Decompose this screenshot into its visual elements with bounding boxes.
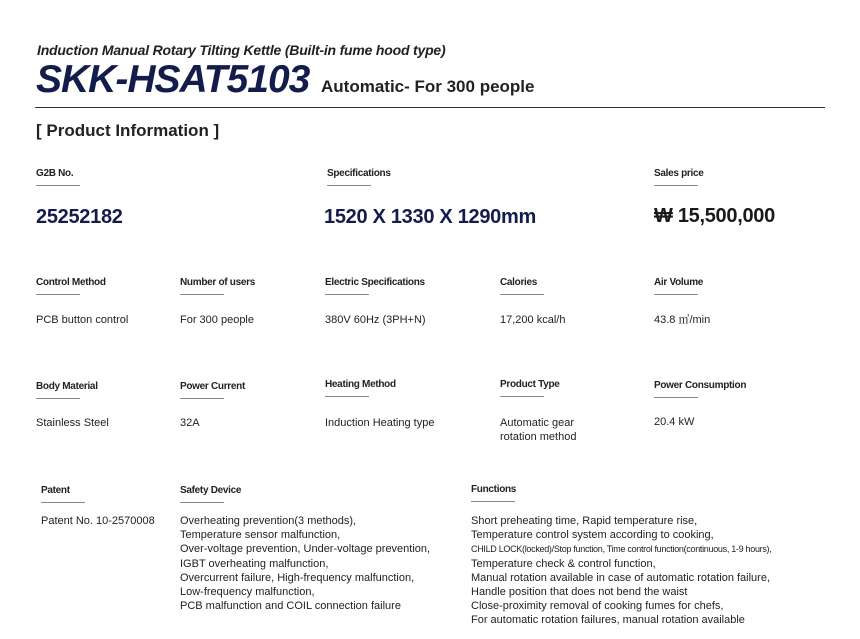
list-item: Manual rotation available in case of automatic rotation failure, [471, 571, 771, 584]
control-method-underline [36, 294, 80, 295]
patent-underline [41, 502, 85, 503]
list-item: Temperature control system according to cooking, [471, 529, 714, 542]
product-type-value-line2: rotation method [500, 431, 577, 443]
control-method-label: Control Method [36, 277, 106, 288]
calories-underline [500, 294, 544, 295]
power-current-label: Power Current [180, 381, 246, 392]
list-item: Overheating prevention(3 methods), [180, 515, 357, 527]
air-volume-underline [654, 294, 698, 295]
list-item: For automatic rotation failures, manual rotation available [471, 614, 745, 627]
list-item: Close-proximity removal of cooking fumes for chefs, [471, 600, 724, 613]
functions-underline [471, 501, 515, 502]
sales-price-underline [654, 185, 698, 186]
heating-method-underline [325, 396, 369, 397]
air-volume-label: Air Volume [654, 277, 704, 288]
number-of-users-label: Number of users [180, 277, 255, 288]
body-material-value: Stainless Steel [36, 417, 109, 429]
heating-method-value: Induction Heating type [325, 417, 435, 429]
power-current-underline [180, 398, 224, 399]
list-item: Temperature check & control function, [471, 557, 656, 570]
sales-price-value: ₩ 15,500,000 [654, 205, 775, 227]
calories-value: 17,200 kcal/h [500, 314, 566, 326]
specifications-label: Specifications [327, 168, 391, 179]
list-item: Low-frequency malfunction, [180, 586, 315, 599]
g2b-underline [36, 185, 80, 186]
functions-list [471, 514, 771, 628]
control-method-value: PCB button control [36, 314, 129, 326]
power-current-value: 32A [180, 417, 200, 429]
product-type-label: Product Type [500, 379, 560, 390]
sales-price-label: Sales price [654, 168, 704, 179]
safety-device-list [180, 514, 430, 613]
electric-specifications-value: 380V 60Hz (3PH+N) [325, 314, 426, 326]
specifications-value: 1520 X 1330 X 1290mm [324, 206, 536, 228]
list-item: Overcurrent failure, High-frequency malfunction, [180, 571, 415, 584]
list-item: PCB malfunction and COIL connection failure [180, 600, 401, 613]
product-subtitle: Induction Manual Rotary Tilting Kettle (Built-in fume hood type) [37, 42, 446, 58]
air-volume-value: 43.8 ㎥/min [654, 314, 711, 326]
number-of-users-value: For 300 people [180, 314, 254, 326]
power-consumption-value: 20.4 kW [654, 416, 695, 428]
calories-label: Calories [500, 277, 538, 288]
electric-specifications-underline [325, 294, 369, 295]
g2b-label: G2B No. [36, 168, 74, 179]
capacity-text: Automatic- For 300 people [321, 77, 535, 96]
model-number: SKK-HSAT5103 [36, 58, 310, 101]
heating-method-label: Heating Method [325, 379, 396, 390]
list-item: Over-voltage prevention, Under-voltage prevention, [180, 543, 431, 556]
list-item: Short preheating time, Rapid temperature rise, [471, 515, 698, 527]
product-type-underline [500, 396, 544, 397]
specifications-underline [327, 185, 371, 186]
section-title: [ Product Information ] [36, 121, 220, 140]
functions-label: Functions [471, 484, 517, 495]
product-type-value-line1: Automatic gear [500, 417, 574, 429]
number-of-users-underline [180, 294, 224, 295]
list-item: IGBT overheating malfunction, [180, 557, 329, 570]
power-consumption-underline [654, 397, 698, 398]
g2b-value: 25252182 [36, 206, 123, 228]
patent-label: Patent [41, 485, 70, 496]
body-material-label: Body Material [36, 381, 98, 392]
list-item: Temperature sensor malfunction, [180, 529, 341, 542]
electric-specifications-label: Electric Specifications [325, 277, 425, 288]
patent-value: Patent No. 10-2570008 [41, 515, 155, 527]
body-material-underline [36, 398, 80, 399]
safety-device-underline [180, 502, 224, 503]
power-consumption-label: Power Consumption [654, 380, 747, 391]
header-divider [35, 107, 825, 108]
list-item: CHILD LOCK(locked)/Stop function, Time control function(continuous, 1-9 hours), [471, 544, 772, 555]
safety-device-label: Safety Device [180, 485, 242, 496]
list-item: Handle position that does not bend the waist [471, 586, 688, 599]
